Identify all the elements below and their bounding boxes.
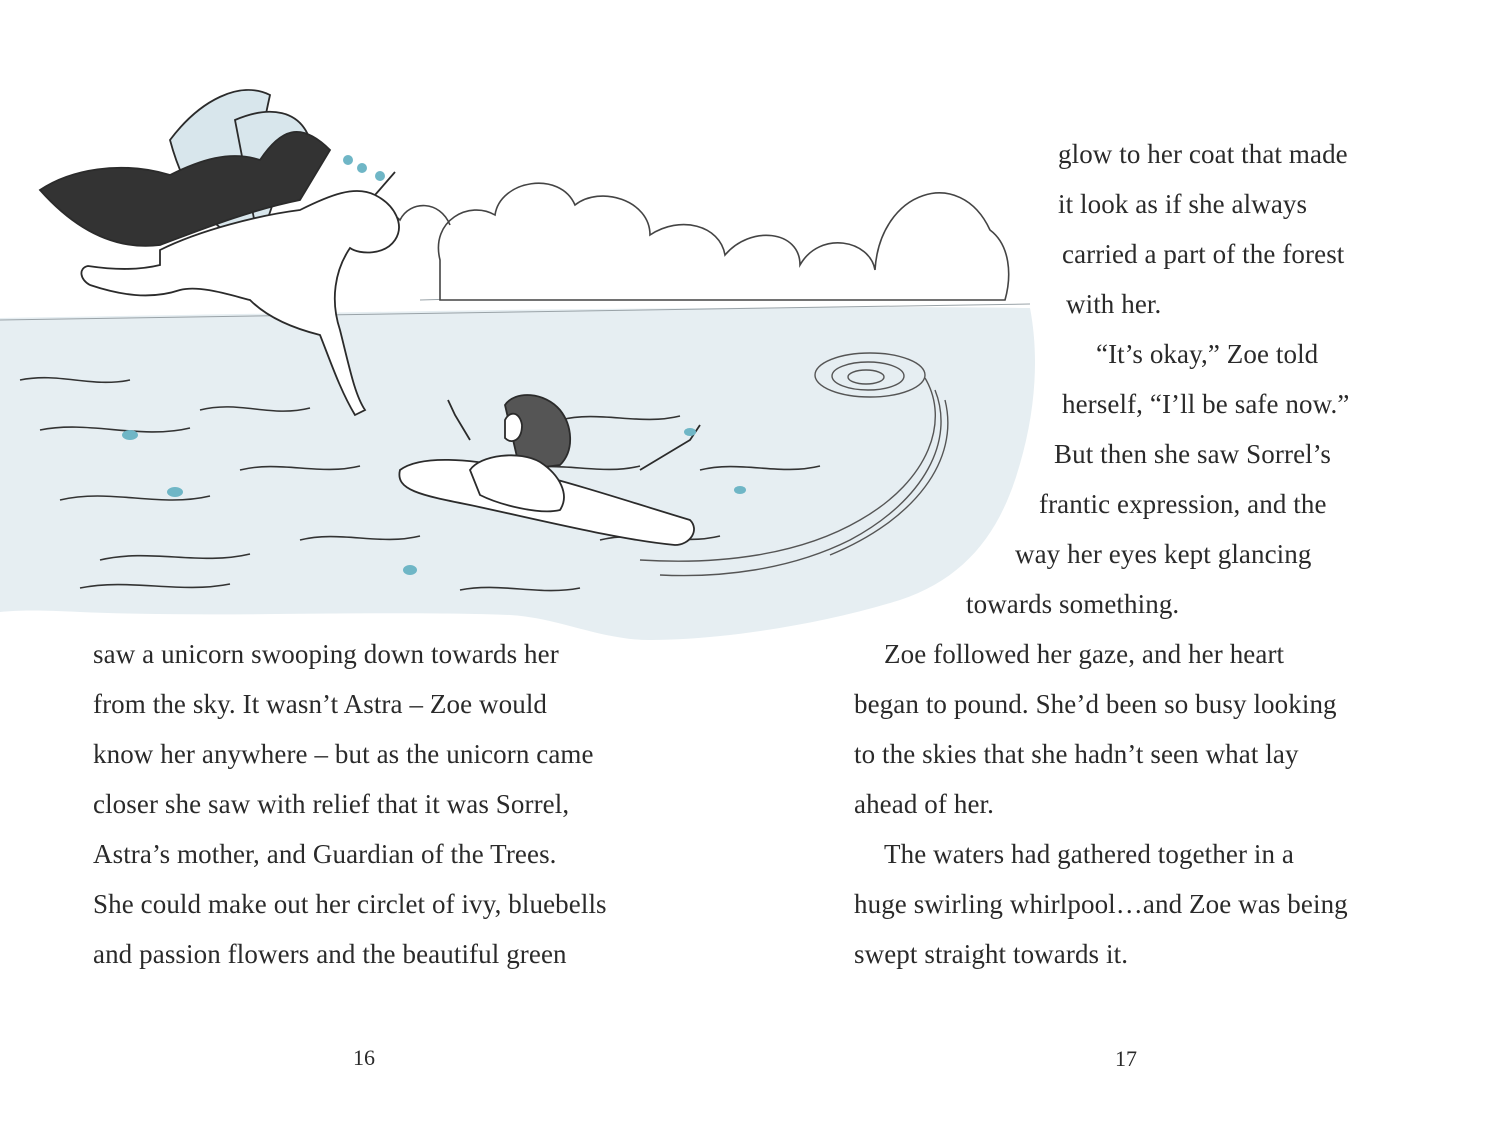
text-line: Astra’s mother, and Guardian of the Trees. <box>93 839 557 869</box>
text-line: know her anywhere – but as the unicorn came <box>93 739 594 769</box>
page-number-right: 17 <box>1115 1046 1137 1071</box>
text-line: swept straight towards it. <box>854 939 1129 969</box>
text-line: from the sky. It wasn’t Astra – Zoe would <box>93 689 548 719</box>
text-line: herself, “I’ll be safe now.” <box>1062 389 1350 419</box>
text-line: huge swirling whirlpool…and Zoe was being <box>854 889 1348 919</box>
text-line: way her eyes kept glancing <box>1015 539 1312 569</box>
text-line: “It’s okay,” Zoe told <box>1096 339 1319 369</box>
text-line: ahead of her. <box>854 789 994 819</box>
clouds <box>330 183 1009 300</box>
text-line: saw a unicorn swooping down towards her <box>93 639 559 669</box>
text-line: began to pound. She’d been so busy looking <box>854 689 1337 719</box>
text-line: to the skies that she hadn’t seen what lay <box>854 739 1299 769</box>
text-line: frantic expression, and the <box>1039 489 1327 519</box>
text-line: But then she saw Sorrel’s <box>1054 439 1331 469</box>
text-line: closer she saw with relief that it was Sorrel, <box>93 789 570 819</box>
page-number-left: 16 <box>353 1045 375 1070</box>
text-line: The waters had gathered together in a <box>884 839 1295 869</box>
text-line: with her. <box>1066 289 1162 319</box>
text-line: and passion flowers and the beautiful green <box>93 939 567 969</box>
text-line: glow to her coat that made <box>1058 139 1348 169</box>
text-line: it look as if she always <box>1058 189 1308 219</box>
text-line: towards something. <box>966 589 1180 619</box>
text-line: carried a part of the forest <box>1062 239 1345 269</box>
text-line: She could make out her circlet of ivy, bluebells <box>93 889 607 919</box>
illustration <box>0 60 1040 650</box>
text-line: Zoe followed her gaze, and her heart <box>884 639 1285 669</box>
